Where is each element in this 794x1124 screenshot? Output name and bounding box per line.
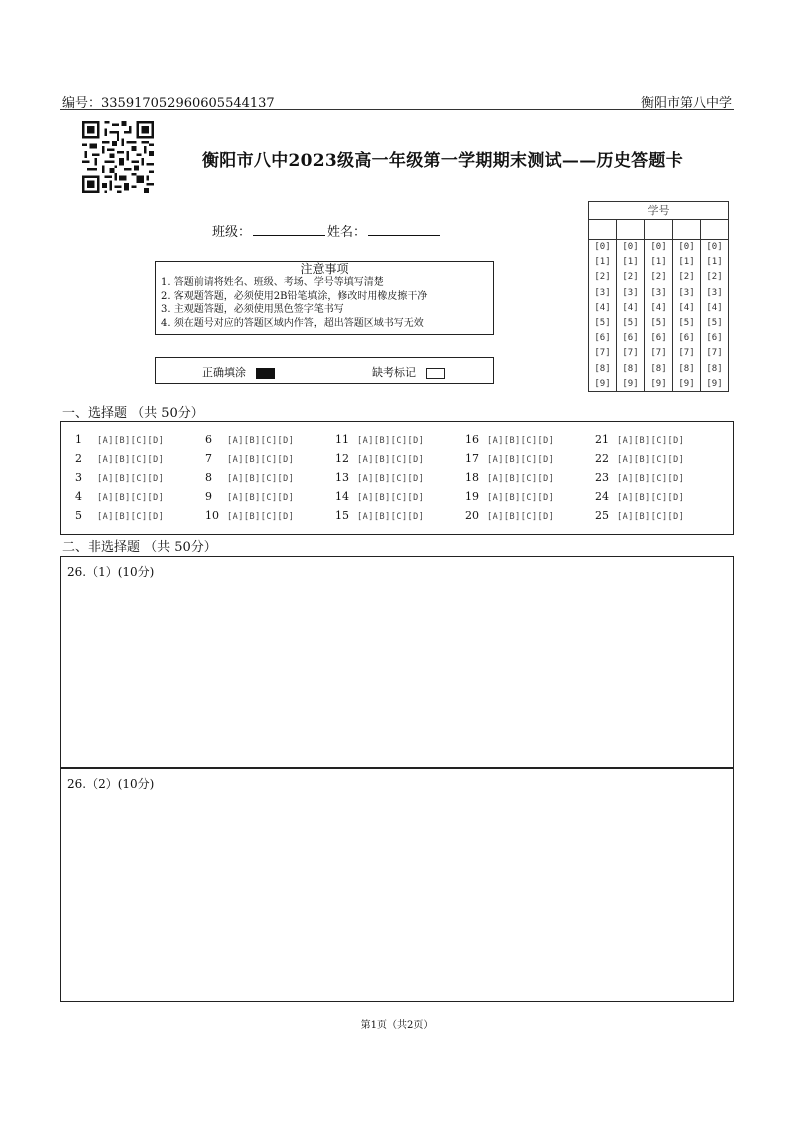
absent-checkbox[interactable] — [426, 368, 445, 379]
notice-item: 1. 答题前请将姓名、班级、考场、学号等填写清楚 — [161, 277, 384, 288]
student-id-digit-bubble[interactable]: [4] — [650, 302, 667, 313]
student-id-digit-bubble[interactable]: [7] — [622, 348, 639, 359]
mc-question — [595, 452, 684, 465]
mc-question — [465, 433, 554, 446]
mc-question-number: 8 — [205, 471, 212, 484]
mc-question-number: 1 — [75, 433, 82, 446]
student-id-digit-bubble[interactable]: [4] — [594, 302, 611, 313]
student-id-digit-bubble[interactable]: [5] — [650, 318, 667, 329]
mc-question — [465, 490, 554, 503]
mc-question — [75, 471, 164, 484]
student-id-digit-bubble[interactable]: [3] — [706, 287, 723, 298]
student-id-digit-bubble[interactable]: [3] — [622, 287, 639, 298]
student-id-digit-bubble[interactable]: [8] — [594, 363, 611, 374]
student-id-column — [645, 220, 673, 392]
mc-question-number: 17 — [465, 452, 479, 465]
student-id-digit-bubble[interactable]: [1] — [650, 257, 667, 268]
student-id-digit-bubble[interactable]: [6] — [650, 333, 667, 344]
name-label: 姓名： — [327, 225, 367, 240]
student-id-digit-bubble[interactable]: [5] — [678, 318, 695, 329]
mc-option-bubbles[interactable]: [A][B][C][D] — [97, 436, 165, 446]
mc-question — [595, 433, 684, 446]
mc-question — [465, 509, 554, 522]
mc-option-bubbles[interactable]: [A][B][C][D] — [227, 512, 295, 522]
absent-mark-label: 缺考标记 — [372, 366, 416, 379]
mc-question-number: 9 — [205, 490, 212, 503]
mc-question-number: 11 — [335, 433, 349, 446]
page-footer: 第1页（共2页） — [360, 1020, 434, 1031]
mc-question — [595, 490, 684, 503]
mc-option-bubbles[interactable]: [A][B][C][D] — [97, 455, 165, 465]
class-label: 班级： — [212, 225, 252, 240]
mc-question-number: 19 — [465, 490, 479, 503]
student-id-digit-bubble[interactable]: [0] — [678, 242, 695, 252]
mc-question-number: 4 — [75, 490, 82, 503]
header-divider — [60, 109, 734, 110]
mc-question-number: 5 — [75, 509, 82, 522]
mc-question-number: 20 — [465, 509, 479, 522]
mc-option-bubbles[interactable]: [A][B][C][D] — [357, 512, 425, 522]
student-id-digit-bubble[interactable]: [2] — [678, 272, 695, 283]
mc-option-bubbles[interactable]: [A][B][C][D] — [617, 436, 685, 446]
page-title: 衡阳市八中2023级高一年级第一学期期末测试——历史答题卡 — [202, 151, 684, 171]
mc-option-bubbles[interactable]: [A][B][C][D] — [97, 512, 165, 522]
mc-option-bubbles[interactable]: [A][B][C][D] — [97, 493, 165, 503]
answer-area-26-2[interactable] — [60, 768, 734, 1002]
student-id-digit-bubble[interactable]: [9] — [622, 378, 639, 389]
mc-option-bubbles[interactable]: [A][B][C][D] — [487, 474, 555, 484]
student-id-digit-bubble[interactable]: [9] — [706, 378, 723, 389]
student-id-write-cell[interactable] — [589, 220, 616, 240]
mc-option-bubbles[interactable]: [A][B][C][D] — [227, 455, 295, 465]
mc-question — [205, 433, 294, 446]
mc-question-number: 25 — [595, 509, 609, 522]
question-label: 26.（2）(10分) — [67, 777, 155, 791]
student-id-digit-bubble[interactable]: [9] — [678, 378, 695, 389]
student-id-digit-bubble[interactable]: [7] — [678, 348, 695, 359]
student-id-column — [617, 220, 645, 392]
student-id-digit-bubble[interactable]: [4] — [678, 302, 695, 313]
mc-option-bubbles[interactable]: [A][B][C][D] — [487, 455, 555, 465]
notice-item: 2. 客观题答题，必须使用2B铅笔填涂，修改时用橡皮擦干净 — [161, 290, 428, 302]
notice-box — [155, 261, 494, 335]
mc-option-bubbles[interactable]: [A][B][C][D] — [357, 493, 425, 503]
notice-item: 4. 须在题号对应的答题区域内作答，超出答题区域书写无效 — [161, 317, 424, 329]
student-id-digit-bubble[interactable]: [1] — [678, 257, 695, 268]
mc-question — [335, 509, 424, 522]
mc-question-number: 10 — [205, 509, 219, 522]
student-id-digit-bubble[interactable]: [2] — [622, 272, 639, 283]
mc-row — [61, 471, 733, 490]
correct-fill-label: 正确填涂 — [202, 366, 246, 379]
mc-question — [595, 509, 684, 522]
mc-option-bubbles[interactable]: [A][B][C][D] — [357, 436, 425, 446]
student-id-digit-bubble[interactable]: [8] — [650, 363, 667, 374]
student-id-write-cell[interactable] — [617, 220, 644, 240]
mc-option-bubbles[interactable]: [A][B][C][D] — [97, 474, 165, 484]
mc-row — [61, 509, 733, 528]
student-id-write-cell[interactable] — [645, 220, 672, 240]
class-field[interactable] — [253, 223, 325, 236]
mc-option-bubbles[interactable]: [A][B][C][D] — [487, 493, 555, 503]
student-id-digit-bubble[interactable]: [8] — [622, 363, 639, 374]
student-id-column — [673, 220, 701, 392]
student-id-digit-bubble[interactable]: [7] — [594, 348, 611, 359]
mc-question — [75, 452, 164, 465]
mc-question-number: 22 — [595, 452, 609, 465]
mc-question-number: 24 — [595, 490, 609, 503]
student-id-digit-bubble[interactable]: [1] — [594, 257, 611, 268]
mc-option-bubbles[interactable]: [A][B][C][D] — [227, 493, 295, 503]
student-id-digit-bubble[interactable]: [5] — [706, 318, 723, 329]
mc-question — [205, 490, 294, 503]
section-1-title: 一、选择题 （共 50分） — [62, 406, 204, 421]
mc-row — [61, 433, 733, 452]
correct-fill-example — [202, 364, 275, 380]
mc-option-bubbles[interactable]: [A][B][C][D] — [617, 493, 685, 503]
student-id-digit-bubble[interactable]: [4] — [706, 302, 723, 313]
mc-question — [335, 490, 424, 503]
student-id-digit-bubble[interactable]: [6] — [706, 333, 723, 344]
student-id-digit-bubble[interactable]: [1] — [706, 257, 723, 268]
mc-option-bubbles[interactable]: [A][B][C][D] — [227, 474, 295, 484]
student-id-grid — [588, 201, 729, 392]
mc-option-bubbles[interactable]: [A][B][C][D] — [617, 512, 685, 522]
student-id-digit-bubble[interactable]: [0] — [622, 242, 639, 252]
student-id-write-cell[interactable] — [673, 220, 700, 240]
mc-option-bubbles[interactable]: [A][B][C][D] — [487, 436, 555, 446]
mc-question-number: 13 — [335, 471, 349, 484]
student-id-digit-bubble[interactable]: [7] — [706, 348, 723, 359]
mc-question-number: 16 — [465, 433, 479, 446]
student-id-digit-bubble[interactable]: [8] — [678, 363, 695, 374]
mc-question — [465, 471, 554, 484]
mc-question — [335, 471, 424, 484]
mc-question — [75, 433, 164, 446]
mc-question-number: 2 — [75, 452, 82, 465]
student-id-digit-bubble[interactable]: [5] — [622, 318, 639, 329]
student-id-digit-bubble[interactable]: [8] — [706, 363, 723, 374]
student-id-digit-bubble[interactable]: [3] — [650, 287, 667, 298]
student-id-digit-bubble[interactable]: [0] — [706, 242, 723, 252]
mc-row — [61, 452, 733, 471]
student-id-digit-bubble[interactable]: [3] — [594, 287, 611, 298]
student-id-digit-bubble[interactable]: [2] — [650, 272, 667, 283]
mc-question-number: 23 — [595, 471, 609, 484]
student-id-digit-bubble[interactable]: [2] — [706, 272, 723, 283]
mc-question-number: 14 — [335, 490, 349, 503]
section-2-title: 二、非选择题 （共 50分） — [62, 540, 217, 555]
notice-title: 注意事项 — [300, 262, 349, 276]
mc-option-bubbles[interactable]: [A][B][C][D] — [357, 474, 425, 484]
mc-question — [205, 471, 294, 484]
student-id-digit-bubble[interactable]: [2] — [594, 272, 611, 283]
mc-question-number: 15 — [335, 509, 349, 522]
mc-question-number: 21 — [595, 433, 609, 446]
question-label: 26.（1）(10分) — [67, 565, 155, 579]
answer-area-26-1[interactable] — [60, 556, 734, 768]
mc-question — [205, 452, 294, 465]
serial-number: 编号：335917052960605544137 — [62, 96, 275, 111]
student-id-title: 学号 — [589, 202, 728, 220]
mc-question — [335, 452, 424, 465]
mc-option-bubbles[interactable]: [A][B][C][D] — [617, 474, 685, 484]
mc-option-bubbles[interactable]: [A][B][C][D] — [487, 512, 555, 522]
notice-item: 3. 主观题答题，必须使用黑色签字笔书写 — [161, 304, 344, 315]
name-field[interactable] — [368, 223, 440, 236]
student-id-column — [589, 220, 617, 392]
mc-question — [75, 509, 164, 522]
student-id-digit-bubble[interactable]: [3] — [678, 287, 695, 298]
student-id-digit-bubble[interactable]: [4] — [622, 302, 639, 313]
mc-question-number: 18 — [465, 471, 479, 484]
mc-row — [61, 490, 733, 509]
student-id-digit-bubble[interactable]: [6] — [678, 333, 695, 344]
mc-question — [75, 490, 164, 503]
mc-question — [205, 509, 294, 522]
fill-example-box — [155, 357, 494, 384]
student-id-digit-bubble[interactable]: [7] — [650, 348, 667, 359]
mc-option-bubbles[interactable]: [A][B][C][D] — [227, 436, 295, 446]
student-id-digit-bubble[interactable]: [9] — [594, 378, 611, 389]
school-name: 衡阳市第八中学 — [640, 96, 732, 111]
mc-option-bubbles[interactable]: [A][B][C][D] — [617, 455, 685, 465]
student-id-digit-bubble[interactable]: [5] — [594, 318, 611, 329]
multiple-choice-box — [60, 421, 734, 535]
mc-question-number: 6 — [205, 433, 212, 446]
student-id-digit-bubble[interactable]: [6] — [622, 333, 639, 344]
mc-question-number: 7 — [205, 452, 212, 465]
student-id-digit-bubble[interactable]: [0] — [650, 242, 667, 252]
mc-question — [595, 471, 684, 484]
student-id-digit-bubble[interactable]: [1] — [622, 257, 639, 268]
student-id-digit-bubble[interactable]: [9] — [650, 378, 667, 389]
filled-swatch-icon — [256, 368, 275, 379]
mc-question — [335, 433, 424, 446]
mc-question-number: 3 — [75, 471, 82, 484]
mc-question-number: 12 — [335, 452, 349, 465]
mc-question — [465, 452, 554, 465]
mc-option-bubbles[interactable]: [A][B][C][D] — [357, 455, 425, 465]
qr-code-icon — [80, 121, 156, 193]
absent-mark-example — [372, 364, 445, 380]
student-id-write-cell[interactable] — [701, 220, 728, 240]
student-info-row — [212, 221, 442, 240]
student-id-digit-bubble[interactable]: [0] — [594, 242, 611, 252]
student-id-digit-bubble[interactable]: [6] — [594, 333, 611, 344]
student-id-column — [701, 220, 728, 392]
